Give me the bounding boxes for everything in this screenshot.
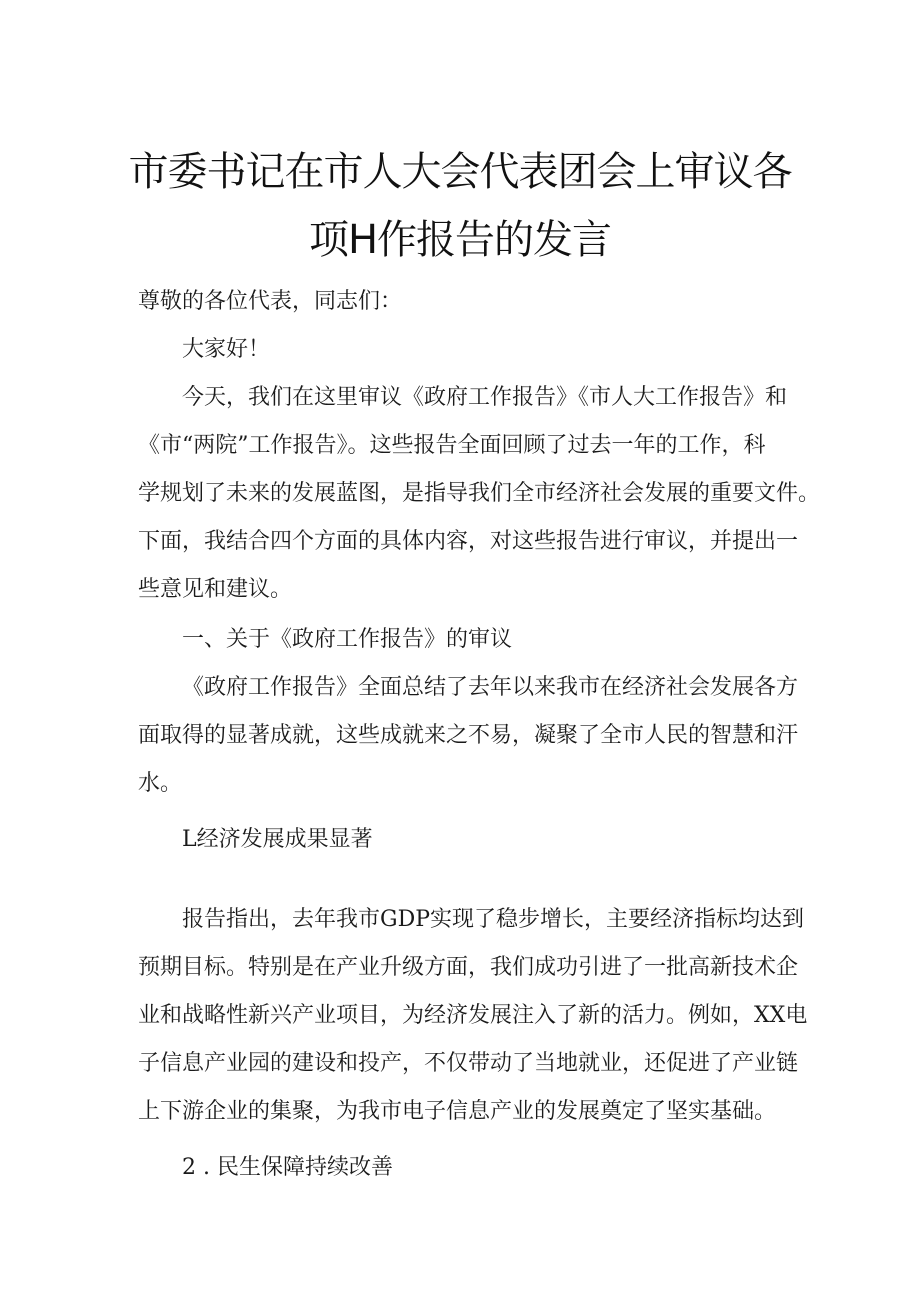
intro-line-5: 些意见和建议。 xyxy=(138,577,293,602)
salutation: 尊敬的各位代表，同志们： xyxy=(138,289,403,314)
subsection-1-line-5: 上下游企业的集聚，为我市电子信息产业的发展奠定了坚实基础。 xyxy=(138,1099,777,1124)
subsection-1-line-3: 业和战略性新兴产业项目，为经济发展注入了新的活力。例如，XX电 xyxy=(138,1003,808,1028)
subsection-1-heading: L经济发展成果显著 xyxy=(182,827,373,852)
section-1-heading: 一、关于《政府工作报告》的审议 xyxy=(182,627,513,652)
section-1-line-2: 面取得的显著成就，这些成就来之不易，凝聚了全市人民的智慧和汗 xyxy=(138,723,799,748)
section-1-line-1: 《政府工作报告》全面总结了去年以来我市在经济社会发展各方 xyxy=(182,675,799,700)
subsection-1-line-4: 子信息产业园的建设和投产，不仅带动了当地就业，还促进了产业链 xyxy=(138,1051,799,1076)
greeting: 大家好！ xyxy=(182,337,271,362)
intro-line-1: 今天，我们在这里审议《政府工作报告》《市人大工作报告》和 xyxy=(182,385,788,410)
document-title-line-1: 市委书记在市人大会代表团会上审议各 xyxy=(128,149,792,195)
subsection-1-line-1: 报告指出，去年我市GDP实现了稳步增长，主要经济指标均达到 xyxy=(182,907,805,932)
subsection-1-line-2: 预期目标。特别是在产业升级方面，我们成功引进了一批高新技术企 xyxy=(138,955,799,980)
section-1-line-3: 水。 xyxy=(138,771,183,796)
subsection-2-heading: 2 . 民生保障持续改善 xyxy=(182,1155,393,1180)
intro-line-4: 下面，我结合四个方面的具体内容，对这些报告进行审议，并提出一 xyxy=(138,529,799,554)
document-title-line-2: 项H作报告的发言 xyxy=(308,217,612,263)
intro-line-3: 学规划了未来的发展蓝图，是指导我们全市经济社会发展的重要文件。 xyxy=(138,481,821,506)
intro-line-2: 《市“两院”工作报告》。这些报告全面回顾了过去一年的工作，科 xyxy=(138,433,766,458)
